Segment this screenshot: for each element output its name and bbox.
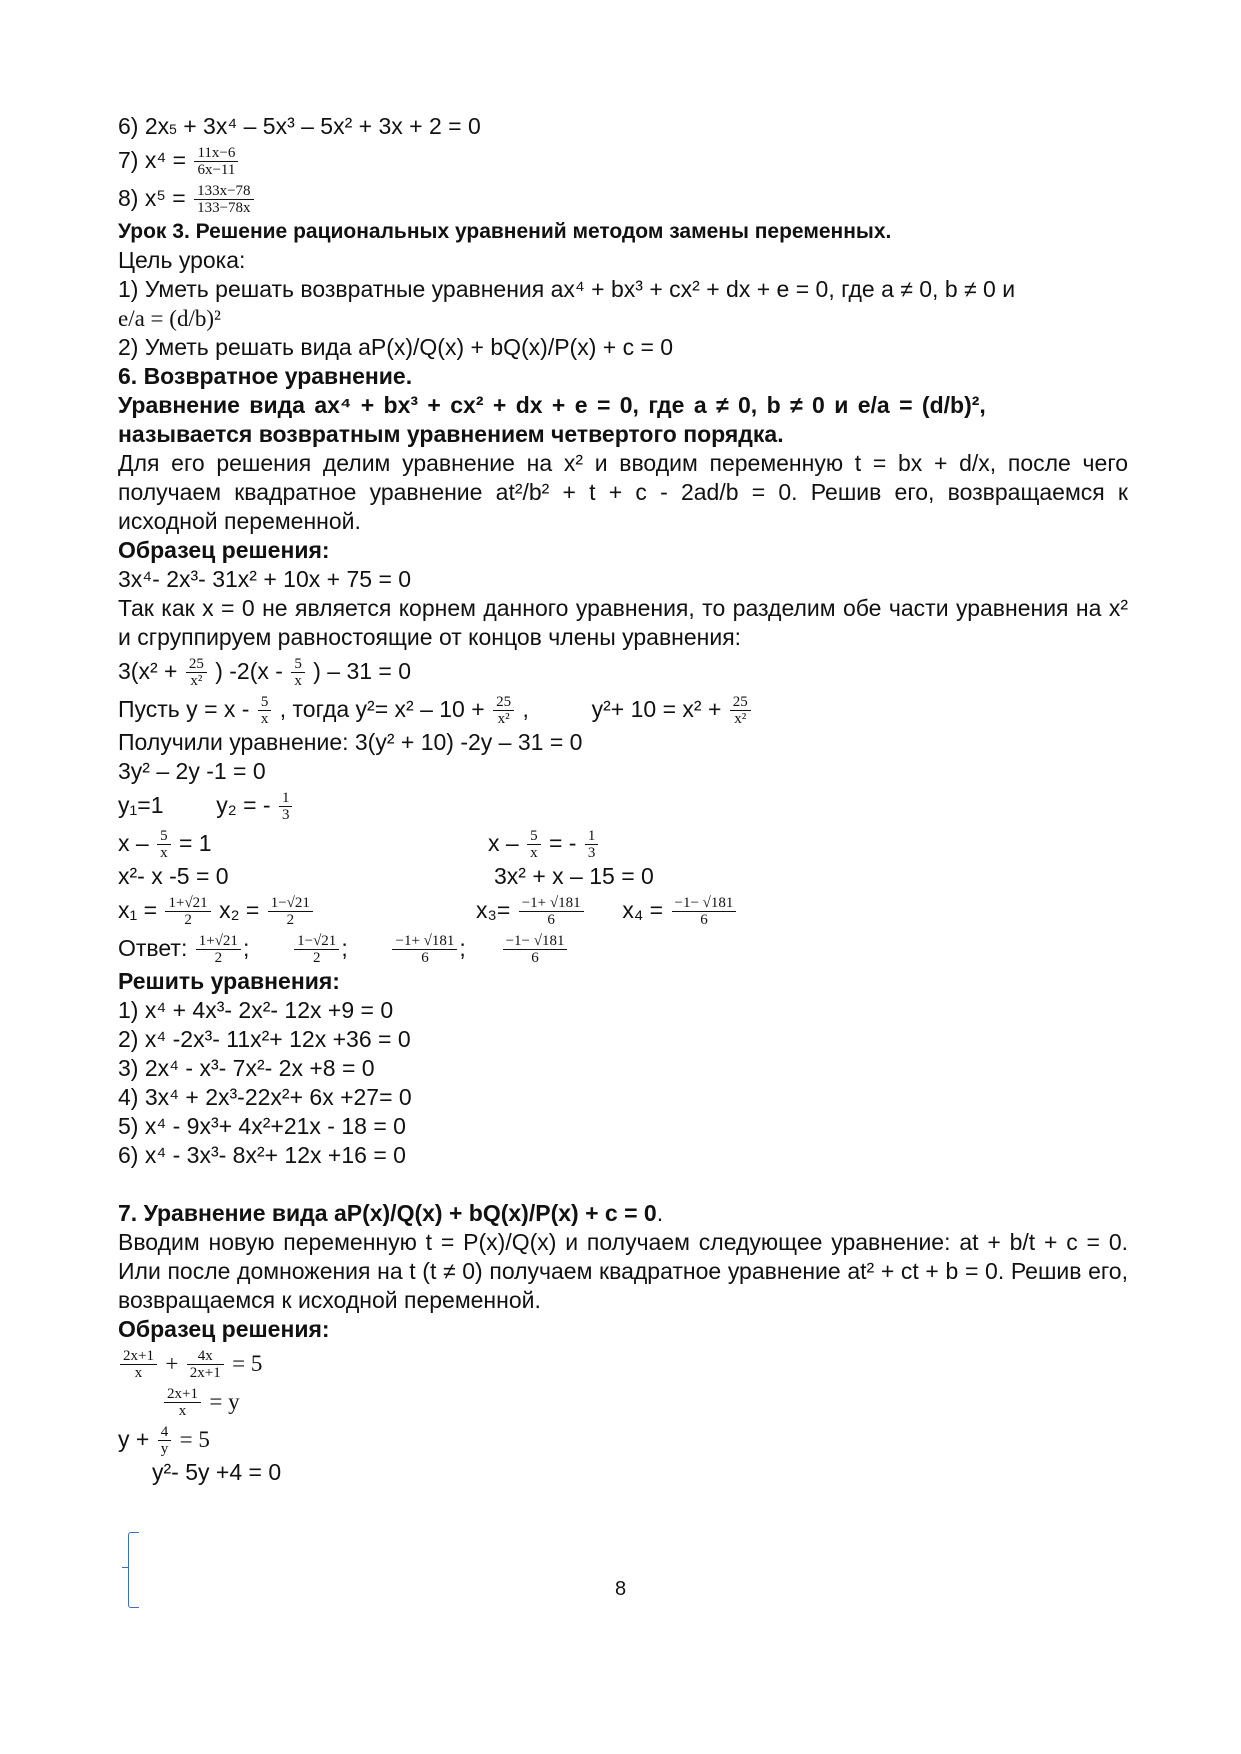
x3-frac bbox=[519, 895, 584, 928]
answer-line bbox=[118, 929, 1128, 967]
ans-3 bbox=[392, 933, 457, 966]
page-content bbox=[118, 112, 1128, 1487]
eq7-den: 6x−11 bbox=[197, 162, 236, 179]
den: 2 bbox=[286, 912, 295, 929]
den: x bbox=[134, 1365, 143, 1382]
substitution-line bbox=[118, 690, 1128, 728]
num: 25 bbox=[730, 694, 751, 711]
eq8-num: 133x−78 bbox=[194, 183, 253, 200]
sample-equation-2: $\frac{2x+1}{x}$ + $\frac{4x}{2x+1}$ = 5 bbox=[118, 1344, 1128, 1382]
x4-label: x₄ = bbox=[622, 897, 664, 923]
y-equation bbox=[118, 1420, 1128, 1458]
section-7-title bbox=[118, 1199, 1128, 1228]
grouped-equation bbox=[118, 652, 1128, 690]
section-6-method: Для его решения делим уравнение на x² и вводим переменную t = bx + d/x, после чего получаем квадратное уравнение at²/b² + t + c - 2ad/b = 0. Решив его, возвращаемся к исходной переменной. bbox=[118, 450, 1128, 534]
eq6-prefix: 6) 2x bbox=[118, 113, 170, 139]
sample-equation: 3x⁴- 2x³- 31x² + 10x + 75 = 0 bbox=[118, 566, 412, 592]
num: 2x+1 bbox=[120, 1348, 157, 1365]
den: x bbox=[160, 845, 168, 862]
num: −1+ √181 bbox=[392, 933, 457, 950]
lesson-goal: Цель урока: bbox=[118, 247, 246, 273]
quadratic-y: 3y² – 2y -1 = 0 bbox=[118, 758, 266, 784]
system-equation: y²- 5y +4 = 0 bbox=[152, 1459, 282, 1485]
exercise-item: 3) 2x⁴ - x³- 7x²- 2x +8 = 0 bbox=[118, 1055, 375, 1081]
section-6-title: 6. Возвратное уравнение. bbox=[118, 363, 413, 389]
num: 25 bbox=[186, 656, 207, 673]
grp-c: ) – 31 = 0 bbox=[313, 658, 412, 684]
quadratics-x bbox=[118, 862, 1128, 891]
den: x² bbox=[190, 673, 203, 690]
sep: ; bbox=[242, 935, 250, 961]
exercise-item: 1) x⁴ + 4x³- 2x²- 12x +9 = 0 bbox=[118, 997, 394, 1023]
case2-a: x – bbox=[488, 830, 519, 856]
let-a: Пусть y = x - bbox=[118, 696, 250, 722]
frac-5-x bbox=[258, 694, 272, 727]
exercise-item: 5) x⁴ - 9x³+ 4x²+21x - 18 = 0 bbox=[118, 1113, 406, 1139]
quad-2: 3x² + x – 15 = 0 bbox=[494, 863, 654, 889]
frac-4-y bbox=[158, 1424, 172, 1457]
answer-label: Ответ: bbox=[118, 935, 188, 961]
frac-25-x2 bbox=[186, 656, 207, 689]
ans-1 bbox=[196, 933, 241, 966]
frac-25-x2 bbox=[730, 694, 751, 727]
case2 bbox=[488, 824, 600, 862]
substitution-2 bbox=[118, 1382, 1128, 1420]
num: −1+ √181 bbox=[519, 895, 584, 912]
let-d: y²+ 10 = x² + bbox=[591, 696, 722, 722]
sample-explanation: Так как x = 0 не является корнем данного уравнения, то разделим обе части уравнения на x² и сгруппируем равностоящие от концов члены уравнения: bbox=[118, 595, 1128, 650]
eq7-num: 11x−6 bbox=[194, 145, 238, 162]
num: 25 bbox=[493, 694, 514, 711]
num: 1+√21 bbox=[165, 895, 210, 912]
page-number: 8 bbox=[614, 1578, 627, 1600]
sep: ; bbox=[459, 935, 466, 961]
grp-b: ) -2(x - bbox=[215, 658, 283, 684]
num: 1−√21 bbox=[268, 895, 313, 912]
frac-25-x2 bbox=[493, 694, 514, 727]
y2: y₂ = - bbox=[216, 792, 271, 818]
den: 6 bbox=[547, 912, 555, 929]
eq7-prefix: 7) x⁴ = bbox=[118, 147, 187, 173]
frac-5-x bbox=[291, 656, 305, 689]
obtained-equation: Получили уравнение: 3(y² + 10) -2y – 31 = 0 bbox=[118, 729, 583, 755]
num: 1 bbox=[585, 828, 599, 845]
x3-label: x₃= bbox=[476, 897, 511, 923]
den: 2 bbox=[214, 950, 223, 967]
eq7-fraction bbox=[194, 145, 238, 178]
num: 4 bbox=[158, 1424, 172, 1441]
num: 4x bbox=[187, 1348, 224, 1365]
section-6-definition: Уравнение вида ax⁴ + bx³ + cx² + dx + e = 0, где a ≠ 0, b ≠ 0 и e/a = (d/b)², bbox=[118, 392, 986, 418]
ans-4 bbox=[503, 933, 568, 966]
den: x bbox=[178, 1403, 187, 1420]
den: 2 bbox=[184, 912, 192, 929]
sep: ; bbox=[341, 935, 348, 961]
back-substitution bbox=[118, 824, 1128, 862]
y-roots bbox=[118, 786, 1128, 824]
eq-rest: = 5 bbox=[232, 1351, 263, 1376]
den: y bbox=[160, 1441, 169, 1458]
spacer bbox=[118, 1170, 1128, 1199]
equation-7 bbox=[118, 141, 1128, 179]
sample-heading: Образец решения: bbox=[118, 537, 330, 563]
grp-a: 3(x² + bbox=[118, 658, 178, 684]
lesson-title: Урок 3. Решение рациональных уравнений методом замены переменных. bbox=[118, 220, 892, 243]
ans-2 bbox=[294, 933, 339, 966]
section-7-title-text: 7. Уравнение вида aP(x)/Q(x) + bQ(x)/P(x) + c = 0 bbox=[118, 1200, 657, 1226]
exercises-heading: Решить уравнения: bbox=[118, 968, 340, 994]
x3-x4 bbox=[476, 891, 738, 929]
den: 3 bbox=[281, 807, 290, 824]
x4-frac bbox=[672, 895, 737, 928]
y1: y₁=1 bbox=[118, 792, 164, 818]
yeq-b: = 5 bbox=[179, 1427, 210, 1452]
yeq-a: y + bbox=[118, 1426, 150, 1452]
x1-frac bbox=[165, 895, 210, 928]
let-b: , тогда y²= x² – 10 + bbox=[279, 696, 485, 722]
frac-5-x bbox=[157, 828, 171, 861]
x1-label: x₁ = bbox=[118, 897, 158, 923]
den: x² bbox=[497, 711, 510, 728]
sub-rest: = y bbox=[209, 1389, 240, 1414]
num: −1− √181 bbox=[672, 895, 737, 912]
equation-6: 6) $2x^5 + 3x^4 - 5x^3 - 5x^2 + 3x + 2 = 0$ bbox=[118, 113, 481, 139]
frac-2x1-x bbox=[164, 1386, 201, 1419]
frac-4x-2x1 bbox=[187, 1348, 224, 1381]
frac-1-3 bbox=[585, 828, 599, 861]
eq8-fraction bbox=[194, 183, 253, 216]
sample-heading-2: Образец решения: bbox=[118, 1316, 330, 1342]
eq6-rest: + 3x⁴ – 5x³ – 5x² + 3x + 2 = 0 bbox=[183, 113, 481, 139]
den: 6 bbox=[421, 950, 429, 967]
num: 5 bbox=[157, 828, 171, 845]
case2-b: = - bbox=[548, 830, 577, 856]
goal-2: 2) Уметь решать вида aP(x)/Q(x) + bQ(x)/P(x) + c = 0 bbox=[118, 334, 674, 360]
system-brace-tip bbox=[122, 1567, 129, 1568]
equation-8 bbox=[118, 179, 1128, 217]
num: 1+√21 bbox=[196, 933, 241, 950]
exercise-item: 4) 3x⁴ + 2x³-22x²+ 6x +27= 0 bbox=[118, 1084, 412, 1110]
num: 1 bbox=[279, 790, 293, 807]
den: 6 bbox=[700, 912, 708, 929]
section-7-dot: . bbox=[656, 1200, 664, 1226]
let-c: , bbox=[522, 696, 529, 722]
eq8-prefix: 8) x⁵ = bbox=[118, 185, 186, 211]
eq8-den: 133−78x bbox=[197, 200, 251, 217]
num: 2x+1 bbox=[164, 1386, 201, 1403]
frac-2x1-x bbox=[120, 1348, 157, 1381]
num: 1−√21 bbox=[294, 933, 339, 950]
case1-a: x – bbox=[118, 830, 149, 856]
x-roots bbox=[118, 891, 1128, 929]
frac-5-x bbox=[527, 828, 541, 861]
case1-b: = 1 bbox=[178, 830, 212, 856]
x2-frac bbox=[268, 895, 313, 928]
goal-1-cont: e/a = (d/b)² bbox=[118, 306, 221, 331]
quad-1: x²- x -5 = 0 bbox=[118, 863, 229, 889]
section-7-method: Вводим новую переменную t = P(x)/Q(x) и получаем следующее уравнение: at + b/t + c = 0. Или после домножения на t (t ≠ 0) получаем квадратное уравнение at² + ct + b = 0. Решив его, возвращаемся к исходной переменной. bbox=[118, 1229, 1128, 1313]
frac-1-3 bbox=[279, 790, 293, 823]
den: 6 bbox=[531, 950, 539, 967]
den: x bbox=[530, 845, 538, 862]
num: 5 bbox=[291, 656, 305, 673]
den: x bbox=[294, 673, 302, 690]
den: x bbox=[260, 711, 269, 728]
num: 5 bbox=[527, 828, 541, 845]
den: 3 bbox=[587, 845, 596, 862]
num: −1− √181 bbox=[503, 933, 568, 950]
x2-label: x₂ = bbox=[219, 897, 260, 923]
num: 5 bbox=[258, 694, 272, 711]
den: 2 bbox=[312, 950, 321, 967]
section-6-definition-cont: называется возвратным уравнением четвертого порядка. bbox=[118, 421, 784, 447]
den: x² bbox=[734, 711, 747, 728]
exercise-item: 6) x⁴ - 3x³- 8x²+ 12x +16 = 0 bbox=[118, 1142, 406, 1168]
goal-1: 1) Уметь решать возвратные уравнения ax⁴ + bx³ + cx² + dx + e = 0, где a ≠ 0, b ≠ 0 и bbox=[118, 276, 1016, 302]
den: 2x+1 bbox=[189, 1365, 221, 1382]
exercise-item: 2) x⁴ -2x³- 11x²+ 12x +36 = 0 bbox=[118, 1026, 411, 1052]
